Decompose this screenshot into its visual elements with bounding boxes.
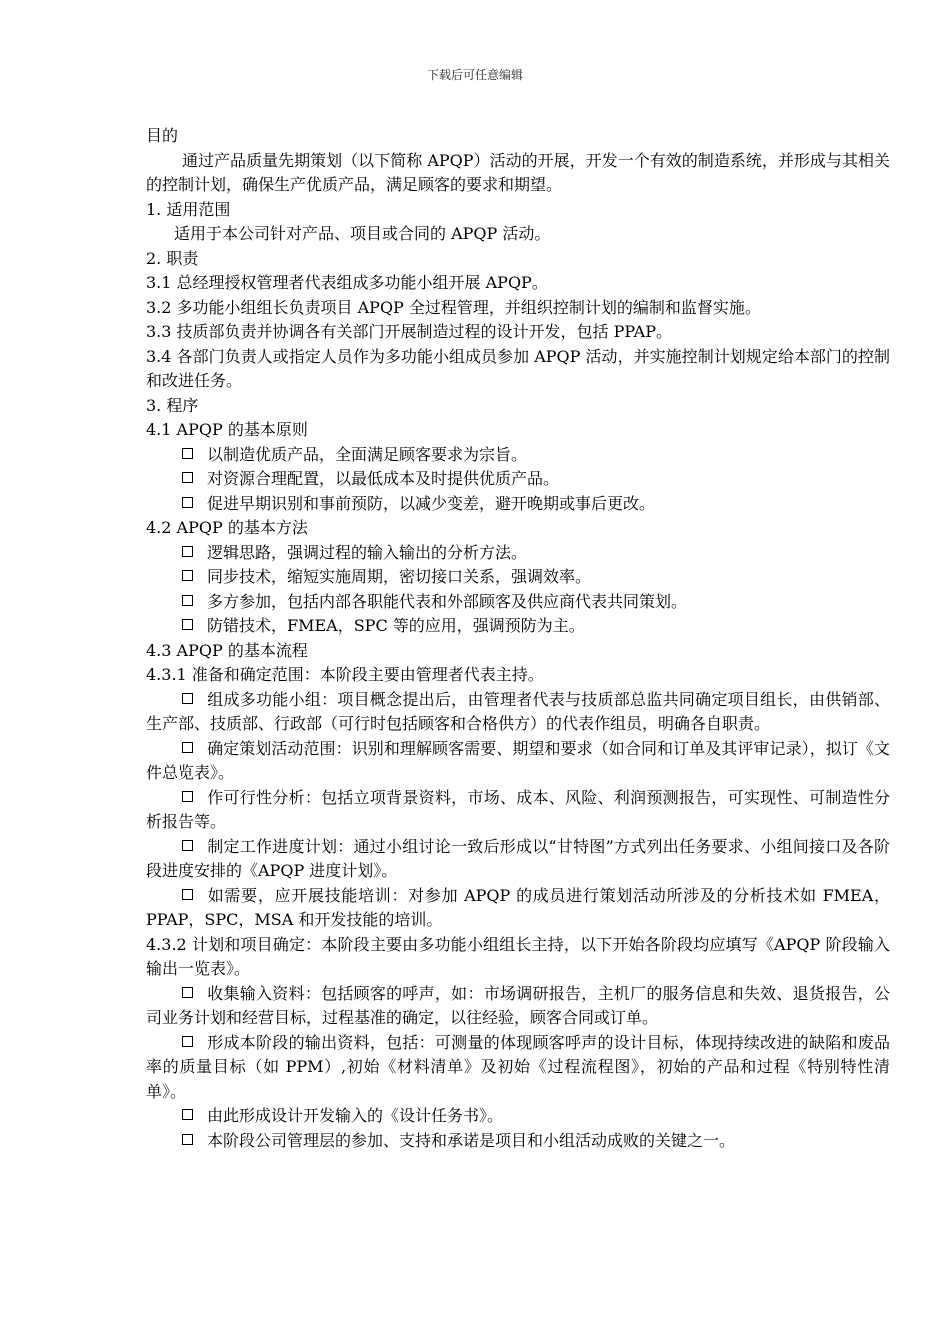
list-item: 防错技术，FMEA，SPC 等的应用，强调预防为主。 xyxy=(146,614,890,639)
duty-3-2: 3.2 多功能小组组长负责项目 APQP 全过程管理，并组织控制计划的编制和监督实施。 xyxy=(146,297,761,317)
duty-3-1: 3.1 总经理授权管理者代表组成多功能小组开展 APQP。 xyxy=(146,273,548,292)
checkbox-bullet-icon xyxy=(182,1109,193,1120)
list-item: 对资源合理配置，以最低成本及时提供优质产品。 xyxy=(146,467,890,492)
list-item: 以制造优质产品，全面满足顾客要求为宗旨。 xyxy=(146,443,890,468)
list-item: 制定工作进度计划：通过小组讨论一致后形成以“甘特图”方式列出任务要求、小组间接口及各阶段进度安排的《APQP 进度计划》。 xyxy=(146,836,890,880)
subsection-4-1-heading: 4.1 APQP 的基本原则 xyxy=(146,420,308,439)
page-header: 下载后可任意编辑 xyxy=(426,68,523,82)
list-item: 收集输入资料：包括顾客的呼声，如：市场调研报告，主机厂的服务信息和失效、退货报告，公司业务计划和经营目标，过程基准的确定，以往经验，顾客合同或订单。 xyxy=(146,983,890,1027)
checkbox-bullet-icon xyxy=(182,546,193,557)
checkbox-bullet-icon xyxy=(182,840,193,851)
list-item: 形成本阶段的输出资料，包括：可测量的体现顾客呼声的设计目标，体现持续改进的缺陷和废品率的质量目标（如 PPM）,初始《材料清单》及初始《过程流程图》，初始的产品和过程《特别特性清单》。 xyxy=(146,1032,890,1101)
checkbox-bullet-icon xyxy=(182,497,193,508)
list-item: 如需要，应开展技能培训：对参加 APQP 的成员进行策划活动所涉及的分析技术如 FMEA，PPAP，SPC，MSA 和开发技能的培训。 xyxy=(146,885,890,929)
purpose-paragraph: 通过产品质量先期策划（以下简称 APQP）活动的开展，开发一个有效的制造系统，并形成与其相关的控制计划，确保生产优质产品，满足顾客的要求和期望。 xyxy=(146,150,890,194)
checkbox-bullet-icon xyxy=(182,1036,193,1047)
section-scope-text: 适用于本公司针对产品、项目或合同的 APQP 活动。 xyxy=(174,224,551,243)
checkbox-bullet-icon xyxy=(182,791,193,802)
list-item: 作可行性分析：包括立项背景资料，市场、成本、风险、利润预测报告，可实现性、可制造性分析报告等。 xyxy=(146,787,890,831)
checkbox-bullet-icon xyxy=(182,693,193,704)
checkbox-bullet-icon xyxy=(182,570,193,581)
list-item: 组成多功能小组：项目概念提出后，由管理者代表与技质部总监共同确定项目组长，由供销部、生产部、技质部、行政部（可行时包括顾客和合格供方）的代表作组员，明确各自职责。 xyxy=(146,689,890,733)
list-item: 本阶段公司管理层的参加、支持和承诺是项目和小组活动成败的关键之一。 xyxy=(146,1129,890,1154)
checkbox-bullet-icon xyxy=(182,987,193,998)
section-procedure-heading: 3. 程序 xyxy=(146,395,199,415)
checkbox-bullet-icon xyxy=(182,472,193,483)
document-body xyxy=(146,124,890,1153)
list-item: 逻辑思路，强调过程的输入输出的分析方法。 xyxy=(146,541,890,566)
section-scope-heading: 1. 适用范围 xyxy=(146,199,231,219)
subsection-4-3-1-heading: 4.3.1 准备和确定范围：本阶段主要由管理者代表主持。 xyxy=(146,665,544,684)
subsection-4-3-heading: 4.3 APQP 的基本流程 xyxy=(146,640,308,660)
list-item: 促进早期识别和事前预防，以减少变差，避开晚期或事后更改。 xyxy=(146,492,890,517)
subsection-4-3-2-heading: 4.3.2 计划和项目确定：本阶段主要由多功能小组组长主持，以下开始各阶段均应填写《APQP 阶段输入输出一览表》。 xyxy=(146,934,890,978)
list-item: 多方参加，包括内部各职能代表和外部顾客及供应商代表共同策划。 xyxy=(146,590,890,615)
section-duties-heading: 2. 职责 xyxy=(146,248,199,268)
duty-3-3: 3.3 技质部负责并协调各有关部门开展制造过程的设计开发，包括 PPAP。 xyxy=(146,322,673,341)
subsection-4-2-heading: 4.2 APQP 的基本方法 xyxy=(146,518,308,537)
duty-3-4: 3.4 各部门负责人或指定人员作为多功能小组成员参加 APQP 活动，并实施控制计划规定给本部门的控制和改进任务。 xyxy=(146,346,890,390)
purpose-heading: 目的 xyxy=(146,126,179,145)
checkbox-bullet-icon xyxy=(182,595,193,606)
checkbox-bullet-icon xyxy=(182,619,193,630)
list-item: 由此形成设计开发输入的《设计任务书》。 xyxy=(146,1104,890,1129)
checkbox-bullet-icon xyxy=(182,448,193,459)
checkbox-bullet-icon xyxy=(182,1134,193,1145)
checkbox-bullet-icon xyxy=(182,889,193,900)
list-item: 确定策划活动范围：识别和理解顾客需要、期望和要求（如合同和订单及其评审记录），拟订《文件总览表》。 xyxy=(146,738,890,782)
list-item: 同步技术，缩短实施周期，密切接口关系，强调效率。 xyxy=(146,565,890,590)
checkbox-bullet-icon xyxy=(182,742,193,753)
